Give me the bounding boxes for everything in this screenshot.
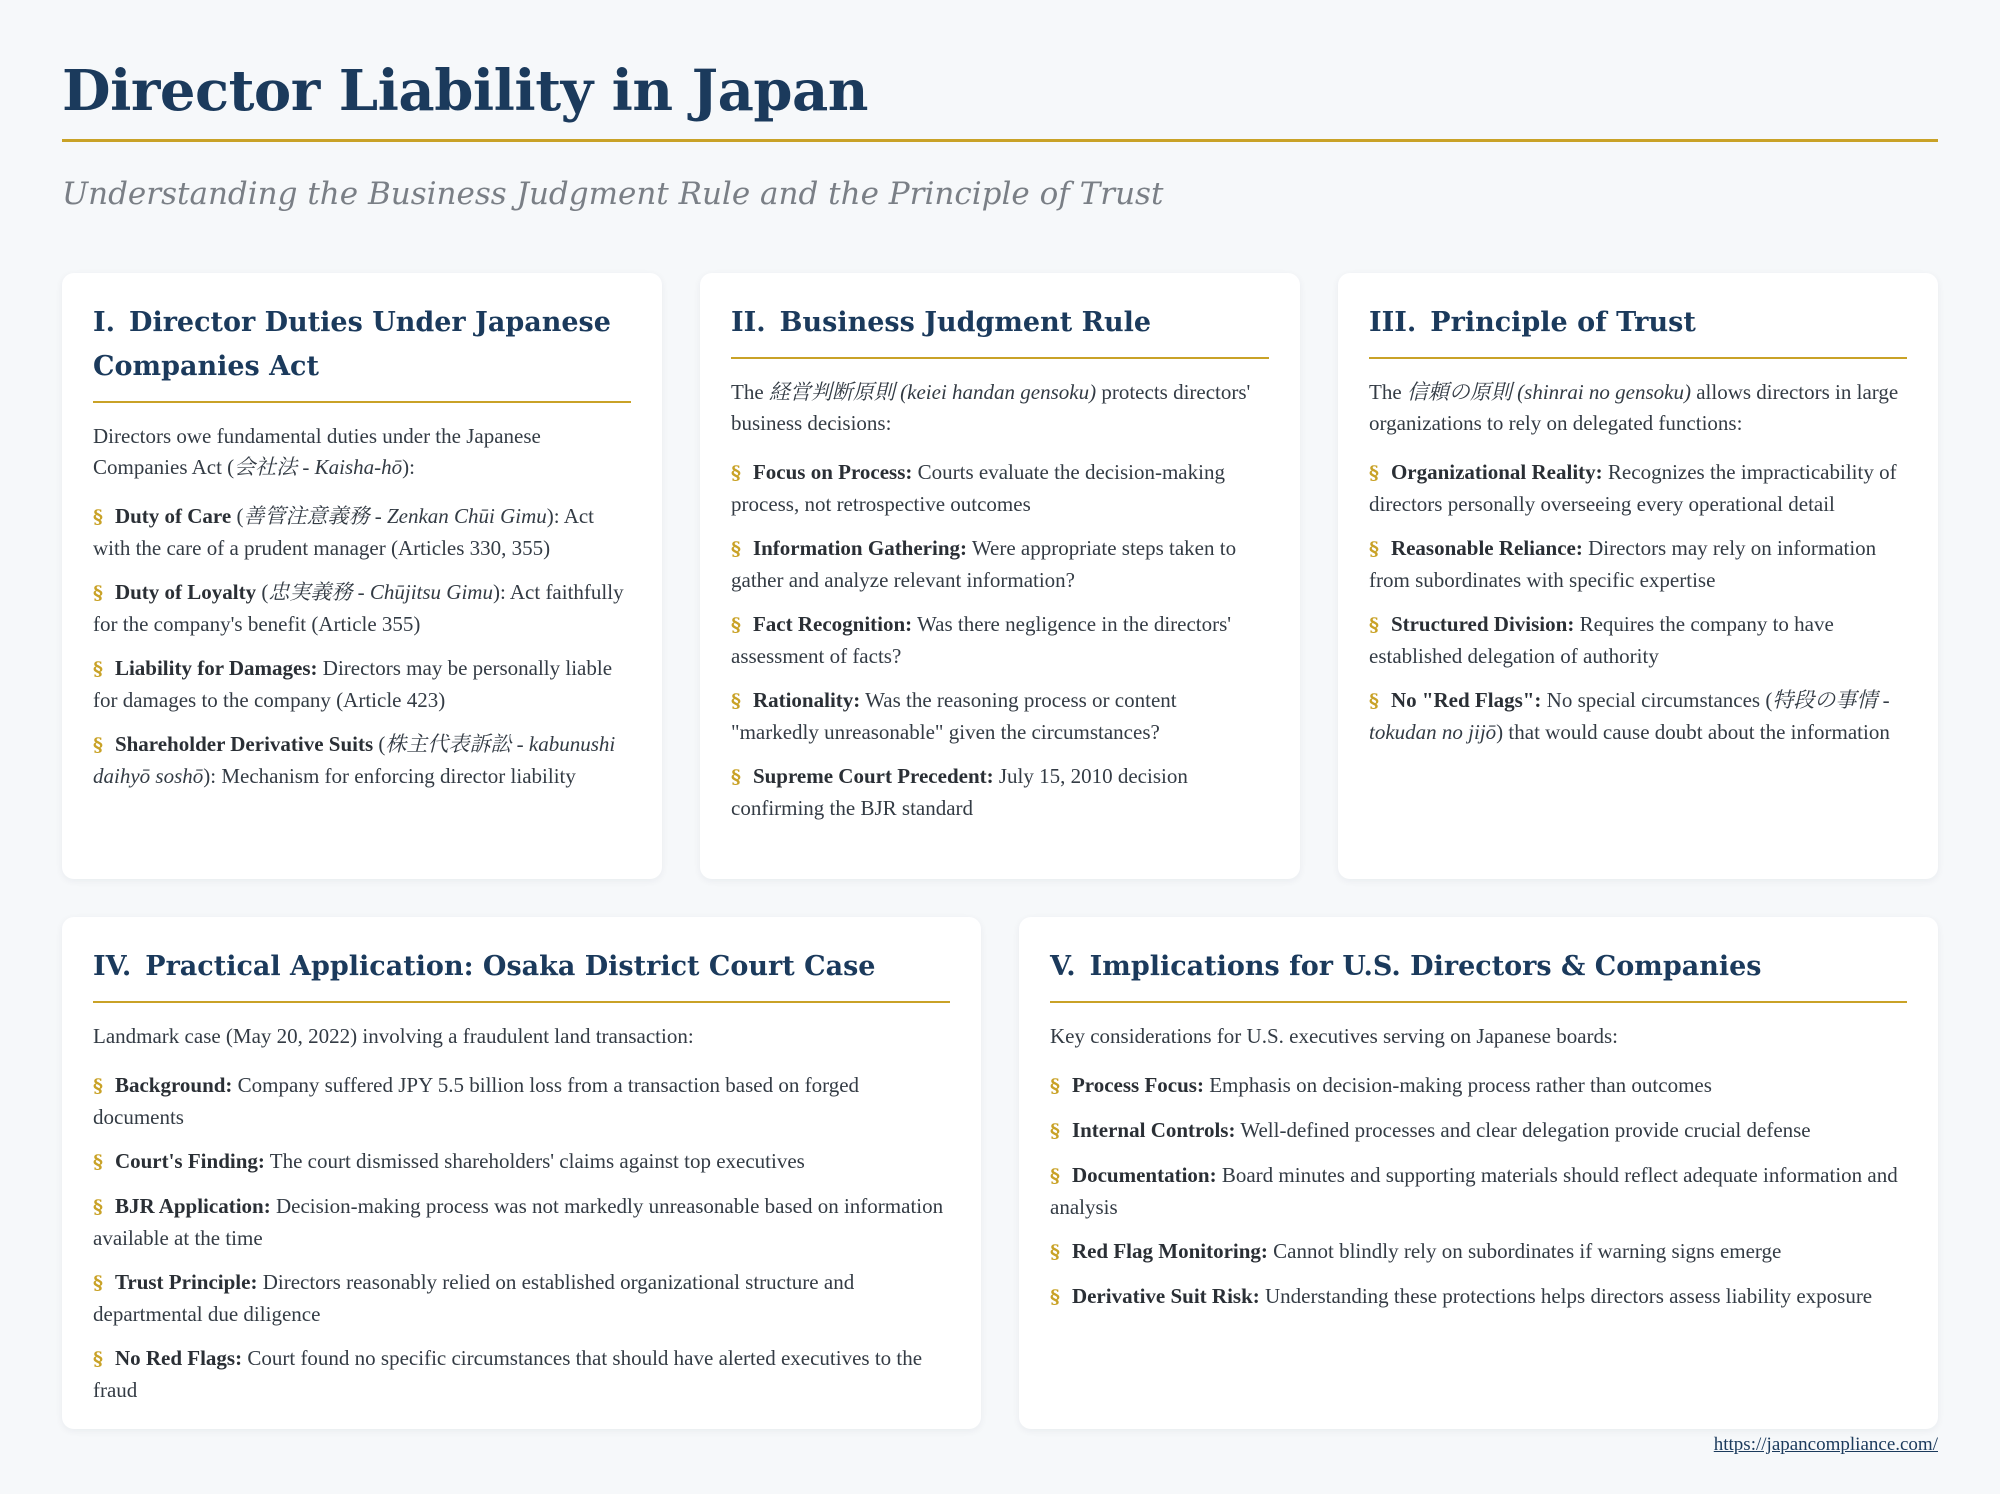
section-bullet-icon: § (731, 614, 741, 636)
list-item (1369, 457, 1907, 520)
list-item (731, 609, 1269, 672)
list-item (93, 653, 631, 716)
section-bullet-icon: § (93, 734, 103, 756)
section-bullet-icon: § (1050, 1241, 1060, 1263)
item-label: Duty of Care (114, 504, 232, 528)
list-item (1369, 609, 1907, 672)
section-bullet-icon: § (731, 690, 741, 712)
item-text: Decision-making process was not markedly unreasonable based on information available at the time (93, 1194, 944, 1250)
card-osaka-case (62, 917, 981, 1429)
section-bullet-icon: § (1050, 1286, 1060, 1308)
section-bullet-icon: § (93, 506, 103, 528)
intro-japanese-term: 経営判断原則 (keiei handan gensoku) (768, 380, 1097, 404)
item-text: ): Act faithfully for the company's benefit (Article 355) (93, 580, 624, 636)
item-text: Directors may rely on information from subordinates with specific expertise (1369, 536, 1877, 592)
item-label: BJR Application: (114, 1194, 271, 1218)
section-number: III. (1369, 307, 1417, 338)
list-item (93, 729, 631, 792)
section-title: Practical Application: Osaka District Court Case (145, 951, 876, 982)
card-title (93, 301, 631, 403)
section-bullet-icon: § (731, 766, 741, 788)
item-label: Fact Recognition: (752, 612, 913, 636)
item-label: Focus on Process: (752, 460, 913, 484)
section-bullet-icon: § (1369, 690, 1379, 712)
item-text: Emphasis on decision-making process rather than outcomes (1203, 1073, 1712, 1097)
item-text: ): Mechanism for enforcing director liability (203, 764, 576, 788)
list-item (1050, 1281, 1907, 1313)
section-number: IV. (93, 951, 132, 982)
duty-list (93, 501, 631, 792)
item-text-pre: ( (231, 504, 244, 528)
card-director-duties (62, 273, 662, 879)
item-label: Rationality: (752, 688, 861, 712)
list-item (731, 685, 1269, 748)
section-number: V. (1050, 951, 1076, 982)
card-title (731, 301, 1269, 359)
list-item (1050, 1115, 1907, 1147)
card-title (1369, 301, 1907, 359)
section-bullet-icon: § (1369, 462, 1379, 484)
section-number: II. (731, 307, 766, 338)
item-label: Trust Principle: (114, 1270, 258, 1294)
page-subtitle: Understanding the Business Judgment Rule and the Principle of Trust (62, 176, 1164, 212)
item-text: Was the reasoning process or content "markedly unreasonable" given the circumstances? (731, 688, 1177, 744)
section-title: Business Judgment Rule (779, 307, 1152, 338)
section-title: Director Duties Under Japanese Companies Act (93, 307, 611, 382)
section-bullet-icon: § (1369, 614, 1379, 636)
intro-text: The (1369, 380, 1407, 404)
section-bullet-icon: § (731, 462, 741, 484)
item-label: Reasonable Reliance: (1390, 536, 1583, 560)
item-text: ): Act with the care of a prudent manager (Articles 330, 355) (93, 504, 595, 560)
page-title: Director Liability in Japan (62, 58, 869, 124)
section-bullet-icon: § (731, 538, 741, 560)
item-label: Organizational Reality: (1390, 460, 1603, 484)
item-text: Understanding these protections helps directors assess liability exposure (1259, 1284, 1873, 1308)
list-item (731, 533, 1269, 596)
item-label: Liability for Damages: (114, 656, 318, 680)
item-text: Were appropriate steps taken to gather and analyze relevant information? (731, 536, 1237, 592)
item-label: Derivative Suit Risk: (1071, 1284, 1260, 1308)
item-label: Structured Division: (1390, 612, 1575, 636)
section-bullet-icon: § (1050, 1165, 1060, 1187)
list-item (93, 1070, 950, 1133)
list-item (1050, 1236, 1907, 1268)
card-intro: Landmark case (May 20, 2022) involving a fraudulent land transaction: (93, 1024, 694, 1048)
item-text: Company suffered JPY 5.5 billion loss from a transaction based on forged documents (93, 1073, 860, 1129)
card-intro: Key considerations for U.S. executives serving on Japanese boards: (1050, 1024, 1619, 1048)
item-text-pre: ( (256, 580, 269, 604)
item-japanese-term: 善管注意義務 - Zenkan Chūi Gimu (243, 504, 547, 528)
item-text: Directors may be personally liable for damages to the company (Article 423) (93, 656, 613, 712)
card-us-implications (1019, 917, 1938, 1429)
item-label: No Red Flags: (114, 1346, 243, 1370)
list-item (1050, 1160, 1907, 1223)
item-text: Directors reasonably relied on established organizational structure and departmental due diligence (93, 1270, 855, 1326)
item-text: Well-defined processes and clear delegation provide crucial defense (1235, 1118, 1811, 1142)
section-title: Principle of Trust (1430, 307, 1696, 338)
footer-link[interactable]: https://japancompliance.com/ (1713, 1434, 1938, 1455)
item-label: No "Red Flags": (1390, 688, 1542, 712)
section-bullet-icon: § (93, 658, 103, 680)
section-bullet-icon: § (93, 1075, 103, 1097)
item-japanese-term: 特段の事情 - tokudan no jijō (1369, 688, 1890, 744)
title-divider (62, 139, 1938, 142)
list-item (93, 1343, 950, 1406)
intro-japanese-term: 会社法 - Kaisha-hō (234, 455, 403, 479)
item-label: Information Gathering: (752, 536, 968, 560)
item-japanese-term: 株主代表訴訟 - kabunushi daihyō soshō (93, 732, 616, 788)
intro-text: Directors owe fundamental duties under the Japanese Companies Act ( (93, 424, 541, 479)
intro-text: The (731, 380, 769, 404)
intro-text-end: protects directors' business decisions: (731, 380, 1251, 435)
case-list (93, 1070, 950, 1406)
item-text: Cannot blindly rely on subordinates if warning signs emerge (1267, 1239, 1782, 1263)
item-text: July 15, 2010 decision confirming the BJR standard (731, 764, 1188, 820)
item-text: Recognizes the impracticability of directors personally overseeing every operational detail (1369, 460, 1897, 516)
item-label: Shareholder Derivative Suits (114, 732, 374, 756)
list-item (93, 501, 631, 564)
section-bullet-icon: § (93, 1348, 103, 1370)
list-item (731, 761, 1269, 824)
item-text-pre: No special circumstances ( (1541, 688, 1773, 712)
item-label: Documentation: (1071, 1163, 1217, 1187)
intro-text-end: allows directors in large organizations to rely on delegated functions: (1369, 380, 1899, 435)
item-label: Internal Controls: (1071, 1118, 1236, 1142)
item-text: Courts evaluate the decision-making process, not retrospective outcomes (731, 460, 1225, 516)
section-bullet-icon: § (93, 1151, 103, 1173)
item-text-pre: ( (373, 732, 386, 756)
list-item (1369, 533, 1907, 596)
section-bullet-icon: § (1050, 1075, 1060, 1097)
item-label: Background: (114, 1073, 233, 1097)
list-item (93, 1146, 950, 1178)
card-principle-of-trust (1338, 273, 1938, 879)
card-intro (93, 421, 631, 483)
item-text: Court found no specific circumstances that should have alerted executives to the fraud (93, 1346, 923, 1402)
intro-text-end: ): (402, 455, 415, 479)
item-label: Process Focus: (1071, 1073, 1204, 1097)
section-bullet-icon: § (93, 1272, 103, 1294)
item-text: ) that would cause doubt about the information (1496, 720, 1890, 744)
implications-list (1050, 1070, 1907, 1313)
section-number: I. (93, 307, 116, 338)
list-item (93, 1267, 950, 1330)
card-title (93, 945, 950, 1003)
list-item (731, 457, 1269, 520)
card-business-judgment-rule (700, 273, 1300, 879)
item-label: Supreme Court Precedent: (752, 764, 994, 788)
list-item (93, 577, 631, 640)
item-text: Was there negligence in the directors' assessment of facts? (731, 612, 1232, 668)
section-bullet-icon: § (1050, 1120, 1060, 1142)
item-text: Requires the company to have established delegation of authority (1369, 612, 1834, 668)
item-label: Court's Finding: (114, 1149, 265, 1173)
trust-list (1369, 457, 1907, 748)
section-bullet-icon: § (93, 582, 103, 604)
item-label: Red Flag Monitoring: (1071, 1239, 1268, 1263)
section-title: Implications for U.S. Directors & Companies (1089, 951, 1762, 982)
item-label: Duty of Loyalty (114, 580, 257, 604)
section-bullet-icon: § (93, 1196, 103, 1218)
list-item (93, 1191, 950, 1254)
item-japanese-term: 忠実義務 - Chūjitsu Gimu (268, 580, 493, 604)
card-intro (1369, 377, 1907, 439)
section-bullet-icon: § (1369, 538, 1379, 560)
card-title (1050, 945, 1907, 1003)
intro-japanese-term: 信頼の原則 (shinrai no gensoku) (1406, 380, 1691, 404)
card-intro (731, 377, 1269, 439)
item-text: Board minutes and supporting materials should reflect adequate information and analysis (1050, 1163, 1898, 1219)
list-item (1369, 685, 1907, 748)
bjr-list (731, 457, 1269, 824)
item-text: The court dismissed shareholders' claims against top executives (264, 1149, 805, 1173)
list-item (1050, 1070, 1907, 1102)
